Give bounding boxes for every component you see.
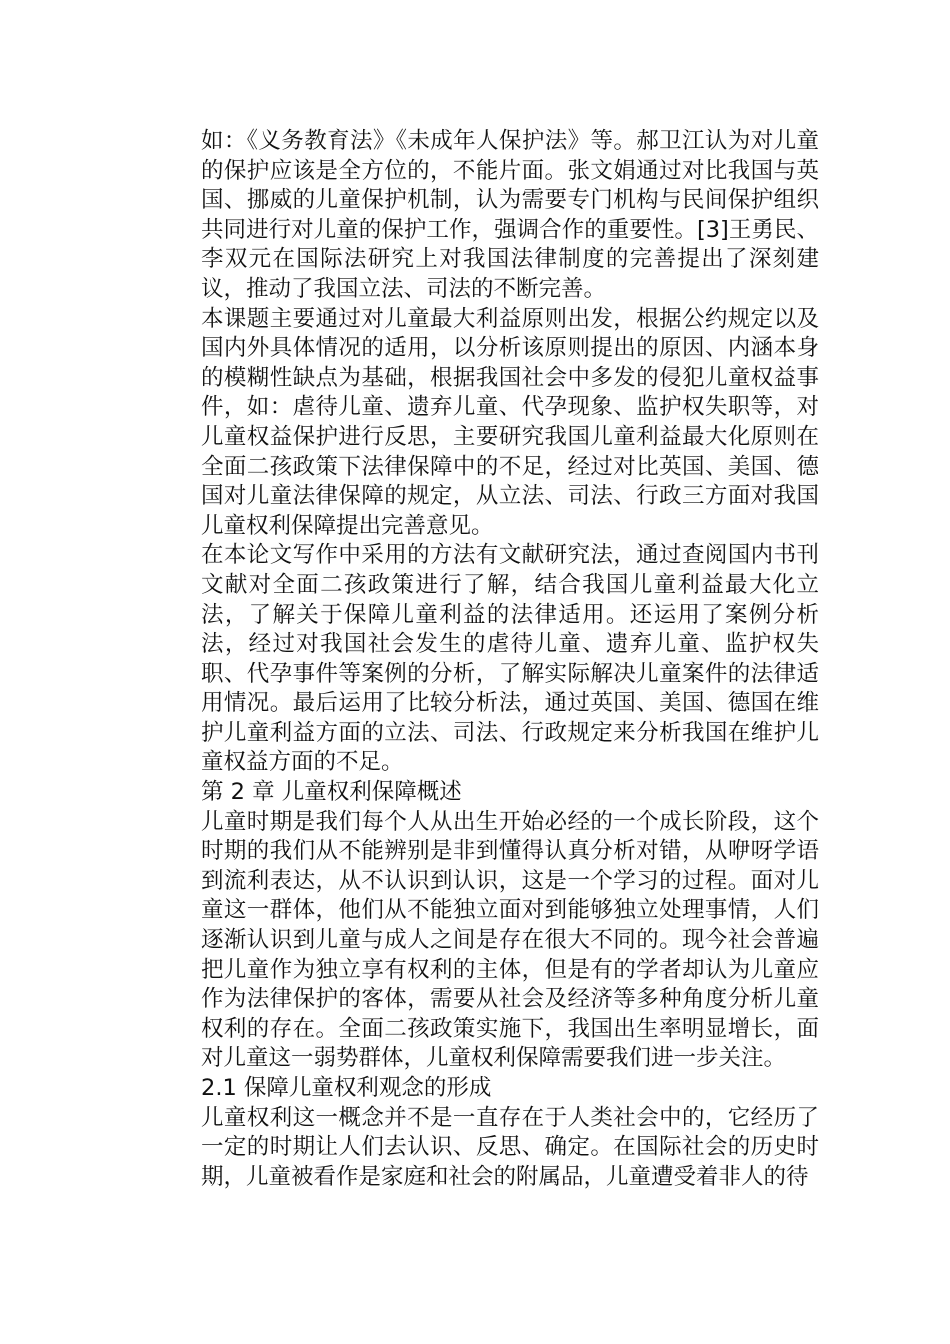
- paragraph-research-methods: 在本论文写作中采用的方法有文献研究法，通过查阅国内书刊文献对全面二孩政策进行了解，结合我国儿童利益最大化立法，了解关于保障儿童利益的法律适用。还运用了案例分析法，经过对我国社会发生的虐待儿童、遗弃儿童、监护权失职、代孕事件等案例的分析，了解实际解决儿童案件的法律适用情况。最后运用了比较分析法，通过英国、美国、德国在维护儿童利益方面的立法、司法、行政规定来分析我国在维护儿童权益方面的不足。: [201, 542, 819, 776]
- document-body: [201, 127, 819, 1192]
- chapter-heading: 第 2 章 儿童权利保障概述: [201, 779, 462, 806]
- paragraph-literature-review: 如：《义务教育法》《未成年人保护法》等。郝卫江认为对儿童的保护应该是全方位的，不能片面。张文娟通过对比我国与英国、挪威的儿童保护机制，认为需要专门机构与民间保护组织共同进行对儿童的保护工作，强调合作的重要性。[3]王勇民、李双元在国际法研究上对我国法律制度的完善提出了深刻建议，推动了我国立法、司法的不断完善。: [201, 128, 819, 302]
- paragraph-section-intro: 儿童权利这一概念并不是一直存在于人类社会中的，它经历了一定的时期让人们去认识、反思、确定。在国际社会的历史时期，儿童被看作是家庭和社会的附属品，儿童遭受着非人的待: [201, 1104, 819, 1190]
- section-heading: 2.1 保障儿童权利观念的形成: [201, 1075, 492, 1101]
- paragraph-research-scope: 本课题主要通过对儿童最大利益原则出发，根据公约规定以及国内外具体情况的适用，以分析该原则提出的原因、内涵本身的模糊性缺点为基础，根据我国社会中多发的侵犯儿童权益事件，如：虐待儿童、遗弃儿童、代孕现象、监护权失职等，对儿童权益保护进行反思，主要研究我国儿童利益最大化原则在全面二孩政策下法律保障中的不足，经过对比英国、美国、德国对儿童法律保障的规定，从立法、司法、行政三方面对我国儿童权利保障提出完善意见。: [201, 305, 819, 539]
- paragraph-chapter-intro: 儿童时期是我们每个人从出生开始必经的一个成长阶段，这个时期的我们从不能辨别是非到懂得认真分析对错，从咿呀学语到流利表达，从不认识到认识，这是一个学习的过程。面对儿童这一群体，他们从不能独立面对到能够独立处理事情，人们逐渐认识到儿童与成人之间是存在很大不同的。现今社会普遍把儿童作为独立享有权利的主体，但是有的学者却认为儿童应作为法律保护的客体，需要从社会及经济等多种角度分析儿童权利的存在。全面二孩政策实施下，我国出生率明显增长，面对儿童这一弱势群体，儿童权利保障需要我们进一步关注。: [201, 808, 819, 1072]
